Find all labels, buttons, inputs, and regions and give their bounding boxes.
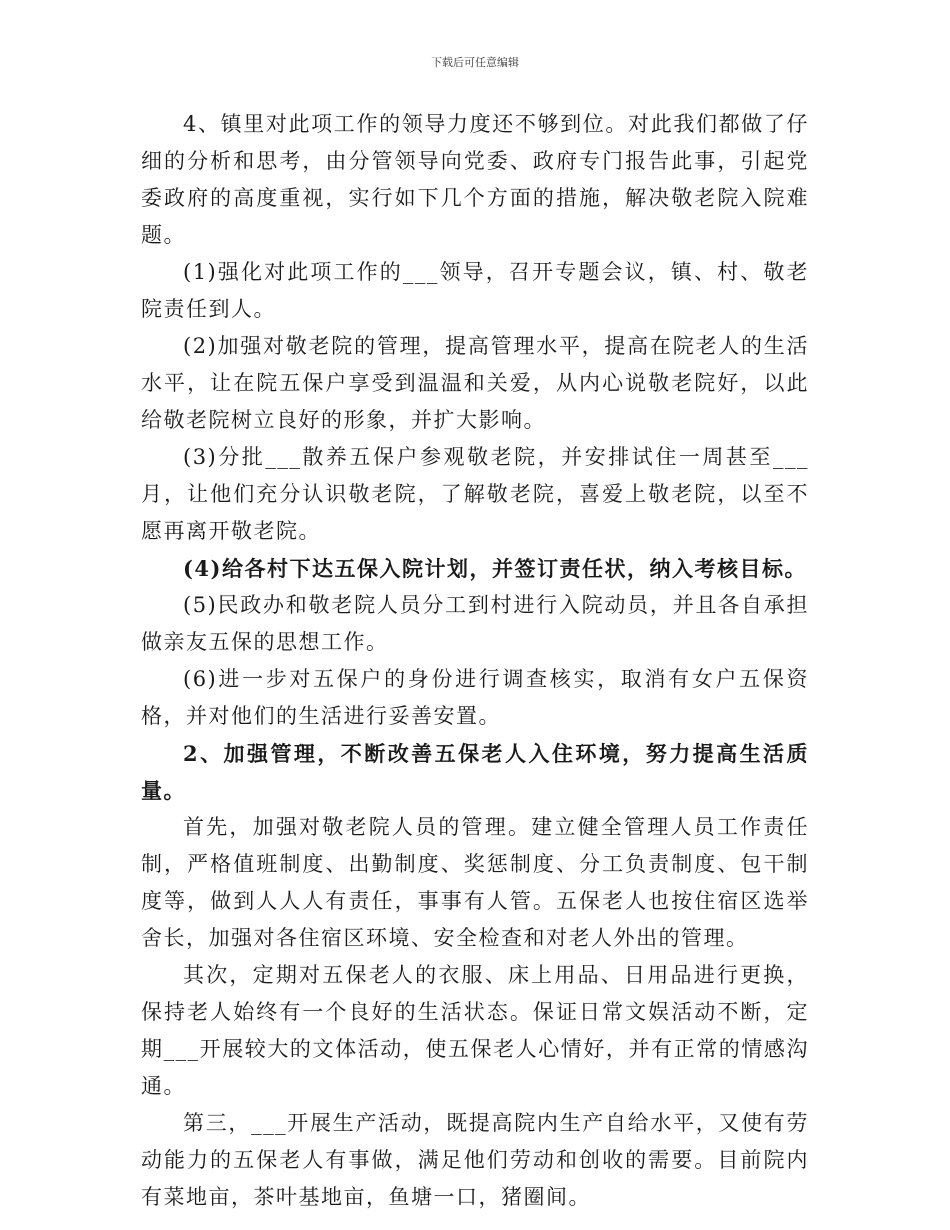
paragraph-5-bold: (4)给各村下达五保入院计划，并签订责任状，纳入考核目标。 <box>183 556 807 581</box>
paragraph-6: (5)民政办和敬老院人员分工到村进行入院动员，并且各自承担做亲友五保的思想工作。 <box>141 593 809 654</box>
paragraph-4: (3)分批___散养五保户参观敬老院，并安排试住一周甚至___月，让他们充分认识敬老院，了解敬老院，喜爱上敬老院，以至不愿再离开敬老院。 <box>141 445 809 543</box>
paragraph-7: (6)进一步对五保户的身份进行调查核实，取消有女户五保资格，并对他们的生活进行妥善安置。 <box>141 667 809 728</box>
paragraph-9: 首先，加强对敬老院人员的管理。建立健全管理人员工作责任制，严格值班制度、出勤制度、奖惩制度、分工负责制度、包干制度等，做到人人人有责任，事事有人管。五保老人也按住宿区选举舍长，加强对各住宿区环境、安全检查和对老人外出的管理。 <box>141 815 809 950</box>
paragraph-11: 第三，___开展生产活动，既提高院内生产自给水平，又使有劳动能力的五保老人有事做，满足他们劳动和创收的需要。目前院内有菜地亩，茶叶基地亩，鱼塘一口，猪圈间。 <box>141 1111 809 1209</box>
paragraph-10: 其次，定期对五保老人的衣服、床上用品、日用品进行更换，保持老人始终有一个良好的生活状态。保证日常文娱活动不断，定期___开展较大的文体活动，使五保老人心情好，并有正常的情感沟通。 <box>141 963 809 1098</box>
paragraph-1: 4、镇里对此项工作的领导力度还不够到位。对此我们都做了仔细的分析和思考，由分管领导向党委、政府专门报告此事，引起党委政府的高度重视，实行如下几个方面的措施，解决敬老院入院难题。 <box>141 112 809 247</box>
document-body <box>141 106 809 1216</box>
paragraph-2: (1)强化对此项工作的___领导，召开专题会议，镇、村、敬老院责任到人。 <box>141 260 809 321</box>
paragraph-3: (2)加强对敬老院的管理，提高管理水平，提高在院老人的生活水平，让在院五保户享受到温温和关爱，从内心说敬老院好，以此给敬老院树立良好的形象，并扩大影响。 <box>141 334 809 432</box>
page-header-note: 下载后可任意编辑 <box>431 56 519 69</box>
section-heading-2: 2、加强管理，不断改善五保老人入住环境，努力提高生活质量。 <box>141 741 809 803</box>
